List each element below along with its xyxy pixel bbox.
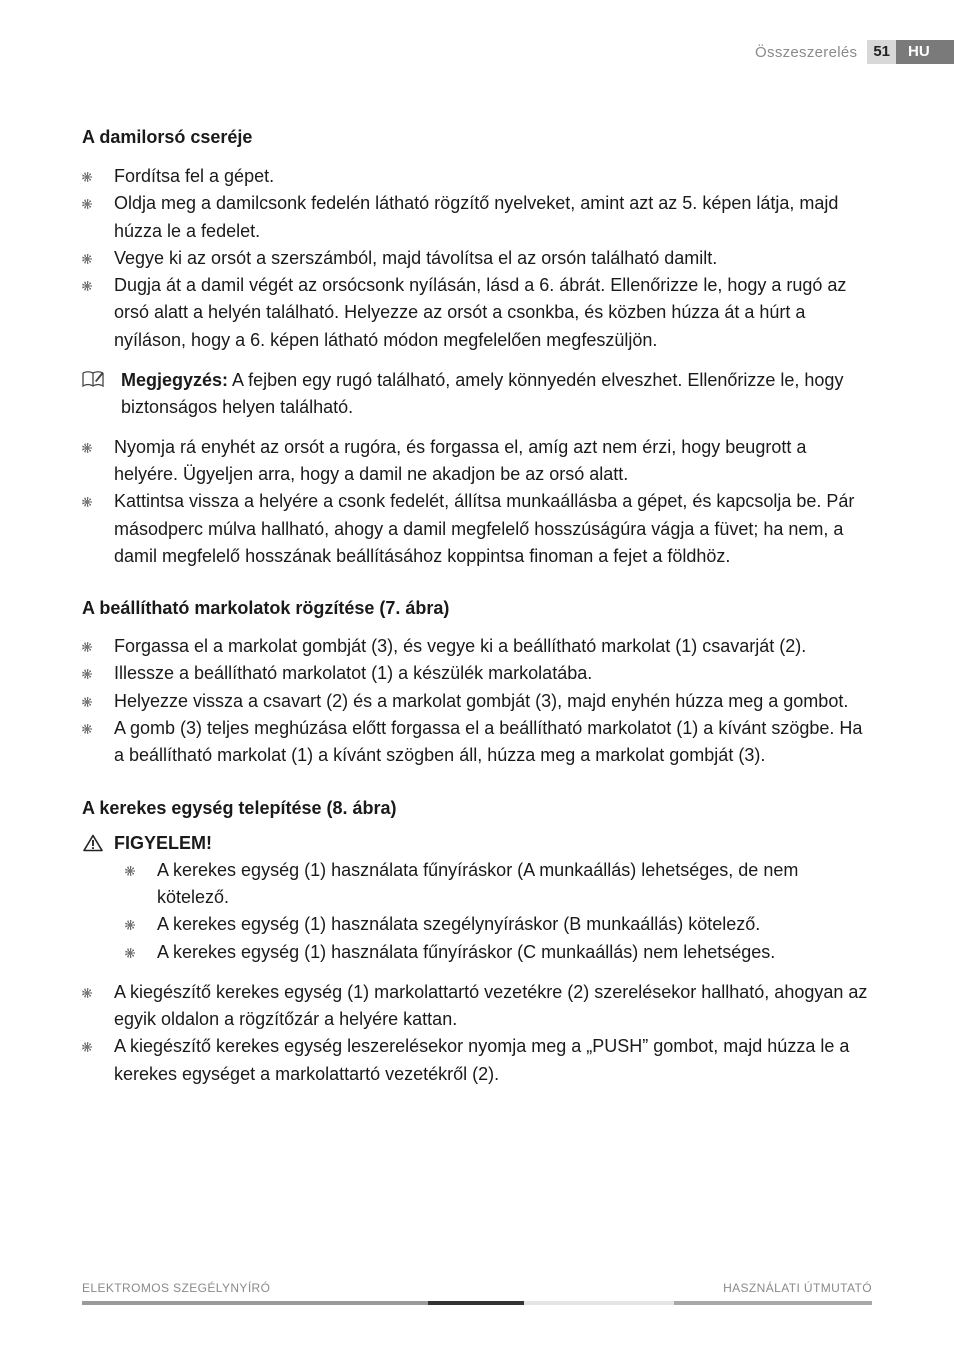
list-item: Forgassa el a markolat gombját (3), és vegye ki a beállítható markolat (1) csavarját (2). (82, 633, 872, 660)
list-item: Dugja át a damil végét az orsócsonk nyílásán, lásd a 6. ábrát. Ellenőrizze le, hogy a rugó az orsó alatt a helyén található. Helyezze az orsót a csonkba, és közben húzza át a húrt a nyíláson, hogy a 6. képen látható módon megfelelően megfeszüljön. (82, 272, 872, 354)
section-name: Összeszerelés (755, 43, 858, 61)
footer-bar-segment (82, 1301, 428, 1305)
warning-list (82, 857, 872, 966)
bullet-icon (82, 697, 92, 707)
bullet-icon (82, 497, 92, 507)
bullet-icon (82, 199, 92, 209)
wheel-steps-list (82, 979, 872, 1088)
section-title-wheels: A kerekes egység telepítése (8. ábra) (82, 797, 397, 818)
page-content (82, 124, 872, 1088)
bullet-icon (82, 1042, 92, 1052)
bullet-icon (82, 443, 92, 453)
note-block (82, 367, 872, 422)
section-title-spool: A damilorsó cseréje (82, 127, 253, 147)
list-item: A gomb (3) teljes meghúzása előtt forgassa el a beállítható markolatot (1) a kívánt szögbe. Ha a beállítható markolat (1) a kívánt szögben áll, húzza meg a markolat gombját (3). (82, 715, 872, 770)
list-item: A kiegészítő kerekes egység leszerelésekor nyomja meg a „PUSH” gombot, majd húzza le a kerekes egységet a markolattartó vezetékről (2). (82, 1033, 872, 1088)
bullet-icon (125, 866, 135, 876)
spool-steps-list (82, 163, 872, 354)
list-item: A kerekes egység (1) használata szegélynyíráskor (B munkaállás) kötelező. (125, 911, 872, 938)
page-number: 51 (867, 40, 896, 64)
note-text: A fejben egy rugó található, amely könnyedén elveszhet. Ellenőrizze le, hogy biztonságos helyen található. (121, 370, 844, 418)
handle-steps-list (82, 633, 872, 769)
warning-title: FIGYELEM! (82, 830, 872, 857)
list-item: A kerekes egység (1) használata fűnyíráskor (C munkaállás) nem lehetséges. (125, 939, 872, 966)
list-item: A kiegészítő kerekes egység (1) markolattartó vezetékre (2) szerelésekor hallható, ahogyan az egyik oldalon a rögzítőzár a helyére kattan. (82, 979, 872, 1034)
bullet-icon (82, 669, 92, 679)
list-item: Illessze a beállítható markolatot (1) a készülék markolatába. (82, 660, 872, 687)
footer-divider (82, 1301, 872, 1305)
bullet-icon (125, 920, 135, 930)
bullet-icon (82, 724, 92, 734)
book-note-icon (82, 369, 104, 396)
section-title-handles: A beállítható markolatok rögzítése (7. ábra) (82, 598, 450, 619)
page-header (755, 40, 954, 64)
list-item: A kerekes egység (1) használata fűnyíráskor (A munkaállás) lehetséges, de nem kötelező. (125, 857, 872, 912)
bullet-icon (125, 948, 135, 958)
list-item: Oldja meg a damilcsonk fedelén látható rögzítő nyelveket, amint azt az 5. képen látja, majd húzza le a fedelet. (82, 190, 872, 245)
warning-triangle-icon (83, 833, 103, 860)
bullet-icon (82, 642, 92, 652)
footer-product-name: ELEKTROMOS SZEGÉLYNYÍRÓ (82, 1281, 271, 1295)
footer-manual-title: HASZNÁLATI ÚTMUTATÓ (723, 1281, 872, 1295)
footer-bar-segment (674, 1301, 872, 1305)
language-badge: HU (896, 40, 954, 64)
list-item: Nyomja rá enyhét az orsót a rugóra, és forgassa el, amíg azt nem érzi, hogy beugrott a helyére. Ügyeljen arra, hogy a damil ne akadjon be az orsó alatt. (82, 434, 872, 489)
list-item: Helyezze vissza a csavart (2) és a markolat gombját (3), majd enyhén húzza meg a gombot. (82, 688, 872, 715)
bullet-icon (82, 254, 92, 264)
spool-steps-list-continued (82, 434, 872, 570)
bullet-icon (82, 988, 92, 998)
footer-bar-segment (428, 1301, 524, 1305)
note-label: Megjegyzés: (121, 370, 229, 391)
bullet-icon (82, 172, 92, 182)
footer-bar-segment (524, 1301, 674, 1305)
list-item: Kattintsa vissza a helyére a csonk fedelét, állítsa munkaállásba a gépet, és kapcsolja be. Pár másodperc múlva hallható, ahogy a damil megfelelő hosszúságúra vágja a füvet; ha nem, a damil megfelelő hosszának beállításához koppintsa finoman a fejet a földhöz. (82, 488, 872, 570)
list-item: Vegye ki az orsót a szerszámból, majd távolítsa el az orsón található damilt. (82, 245, 872, 272)
bullet-icon (82, 281, 92, 291)
list-item: Fordítsa fel a gépet. (82, 163, 872, 190)
